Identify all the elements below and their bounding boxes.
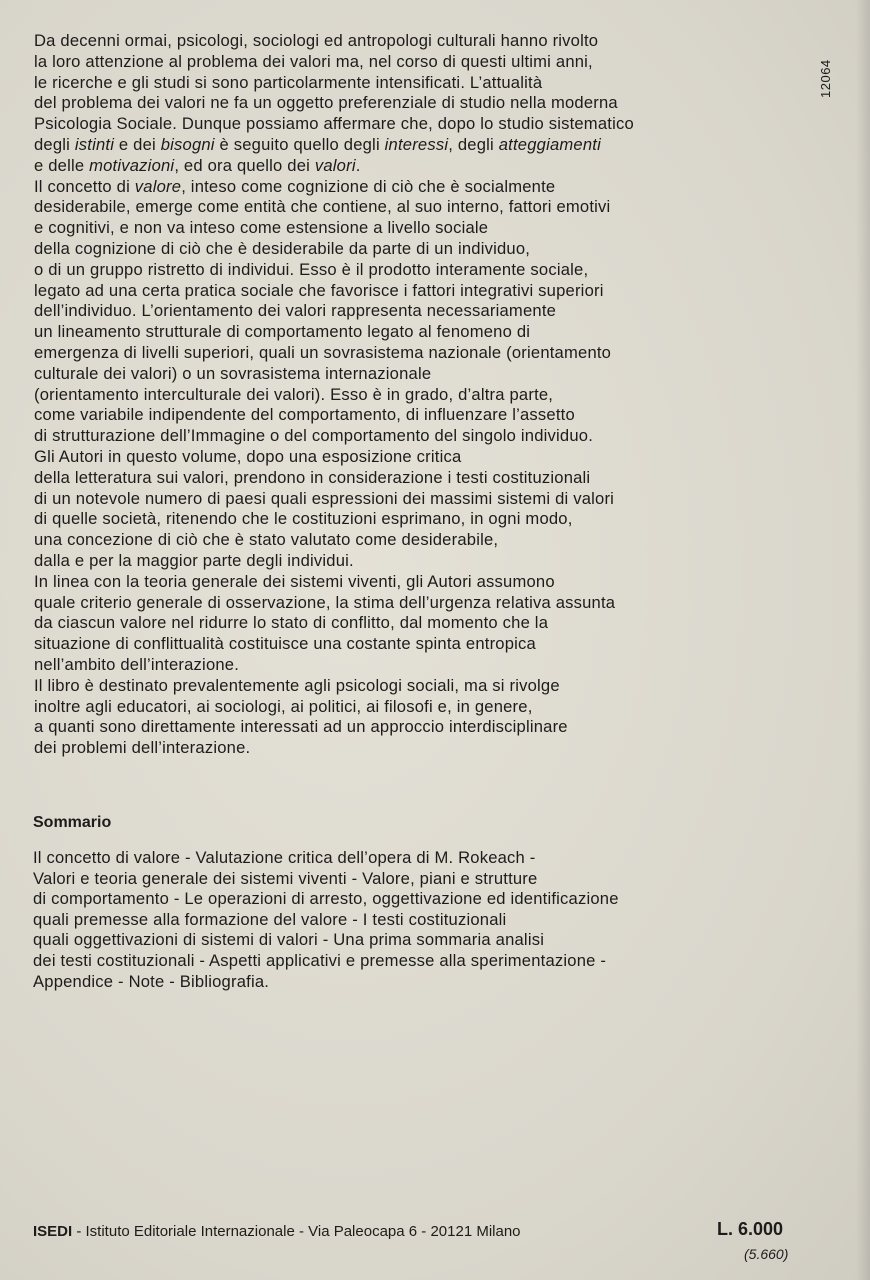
description-line: un lineamento strutturale di comportamento legato al fenomeno di: [34, 322, 531, 342]
description-line: dell’individuo. L’orientamento dei valori rappresenta necessariamente: [34, 301, 557, 321]
description-line: della letteratura sui valori, prendono in considerazione i testi costituzionali: [34, 467, 591, 487]
summary-line: Il concetto di valore - Valutazione critica dell’opera di M. Rokeach -: [33, 848, 536, 867]
description-line: da ciascun valore nel ridurre lo stato di conflitto, dal momento che la: [34, 613, 549, 633]
summary-line: di comportamento - Le operazioni di arresto, oggettivazione ed identificazione: [33, 889, 619, 909]
spine-shadow: [856, 0, 870, 1280]
description-line: la loro attenzione al problema dei valori ma, nel corso di questi ultimi anni,: [34, 51, 593, 71]
description-line: di strutturazione dell’Immagine o del comportamento del singolo individuo.: [34, 426, 594, 446]
description-line: culturale dei valori) o un sovrasistema internazionale: [34, 363, 432, 383]
description-line: Il libro è destinato prevalentemente agli psicologi sociali, ma si rivolge: [34, 675, 560, 695]
description-line: del problema dei valori ne fa un oggetto preferenziale di studio nella moderna: [34, 93, 618, 113]
description-line: Gli Autori in questo volume, dopo una esposizione critica: [34, 446, 462, 466]
description-line: come variabile indipendente del comportamento, di influenzare l’assetto: [34, 405, 575, 425]
summary-line: quali premesse alla formazione del valore - I testi costituzionali: [33, 909, 507, 929]
description-line: quale criterio generale di osservazione, la stima dell’urgenza relativa assunta: [34, 592, 616, 612]
description-line: In linea con la teoria generale dei sistemi viventi, gli Autori assumono: [34, 571, 555, 591]
summary-heading: Sommario: [33, 814, 112, 831]
description-line: nell’ambito dell’interazione.: [34, 654, 240, 674]
description-line: inoltre agli educatori, ai sociologi, ai politici, ai filosofi e, in genere,: [34, 696, 533, 716]
description-line: Da decenni ormai, psicologi, sociologi ed antropologi culturali hanno rivolto: [34, 31, 599, 50]
description-line: (orientamento interculturale dei valori). Esso è in grado, d’altra parte,: [34, 384, 554, 404]
description-line: a quanti sono direttamente interessati ad un approccio interdisciplinare: [34, 717, 568, 737]
description-line: situazione di conflittualità costituisce una costante spinta entropica: [34, 634, 536, 654]
summary-line: quali oggettivazioni di sistemi di valori - Una prima sommaria analisi: [33, 930, 545, 950]
summary-line: dei testi costituzionali - Aspetti applicativi e premesse alla sperimentazione -: [33, 950, 607, 970]
summary-line: Valori e teoria generale dei sistemi viventi - Valore, piani e strutture: [33, 868, 538, 888]
description-line: della cognizione di ciò che è desiderabile da parte di un individuo,: [34, 238, 531, 258]
description-text: [34, 31, 814, 759]
description-line: o di un gruppo ristretto di individui. Esso è il prodotto interamente sociale,: [34, 259, 589, 279]
description-line: una concezione di ciò che è stato valutato come desiderabile,: [34, 530, 499, 550]
description-line: di quelle società, ritenendo che le costituzioni esprimano, in ogni modo,: [34, 509, 573, 529]
description-line: dei problemi dell’interazione.: [34, 738, 251, 758]
description-line: Il concetto di valore, inteso come cognizione di ciò che è socialmente: [34, 176, 556, 196]
summary-line: Appendice - Note - Bibliografia.: [33, 971, 270, 991]
description-line: e cognitivi, e non va inteso come estensione a livello sociale: [34, 218, 489, 238]
publisher-address: - Istituto Editoriale Internazionale - Via Paleocapa 6 - 20121 Milano: [72, 1223, 521, 1240]
publisher-brand: ISEDI: [33, 1223, 73, 1240]
description-line: legato ad una certa pratica sociale che favorisce i fattori integrativi superiori: [34, 280, 604, 300]
description-line: le ricerche e gli studi si sono particolarmente intensificati. L’attualità: [34, 72, 543, 92]
catalog-number: 12064: [818, 59, 833, 98]
price-note: (5.660): [744, 1246, 789, 1262]
description-line: emergenza di livelli superiori, quali un sovrasistema nazionale (orientamento: [34, 342, 612, 362]
description-line: e delle motivazioni, ed ora quello dei valori.: [34, 155, 361, 175]
description-line: dalla e per la maggior parte degli individui.: [34, 550, 354, 570]
description-line: desiderabile, emerge come entità che contiene, al suo interno, fattori emotivi: [34, 197, 611, 217]
price: L. 6.000: [717, 1219, 784, 1239]
description-line: di un notevole numero di paesi quali espressioni dei massimi sistemi di valori: [34, 488, 615, 508]
description-line: Psicologia Sociale. Dunque possiamo affermare che, dopo lo studio sistematico: [34, 114, 634, 134]
description-line: degli istinti e dei bisogni è seguito quello degli interessi, degli atteggiamenti: [34, 134, 601, 154]
publisher-footer: [33, 1223, 521, 1240]
summary-text: [33, 848, 813, 992]
